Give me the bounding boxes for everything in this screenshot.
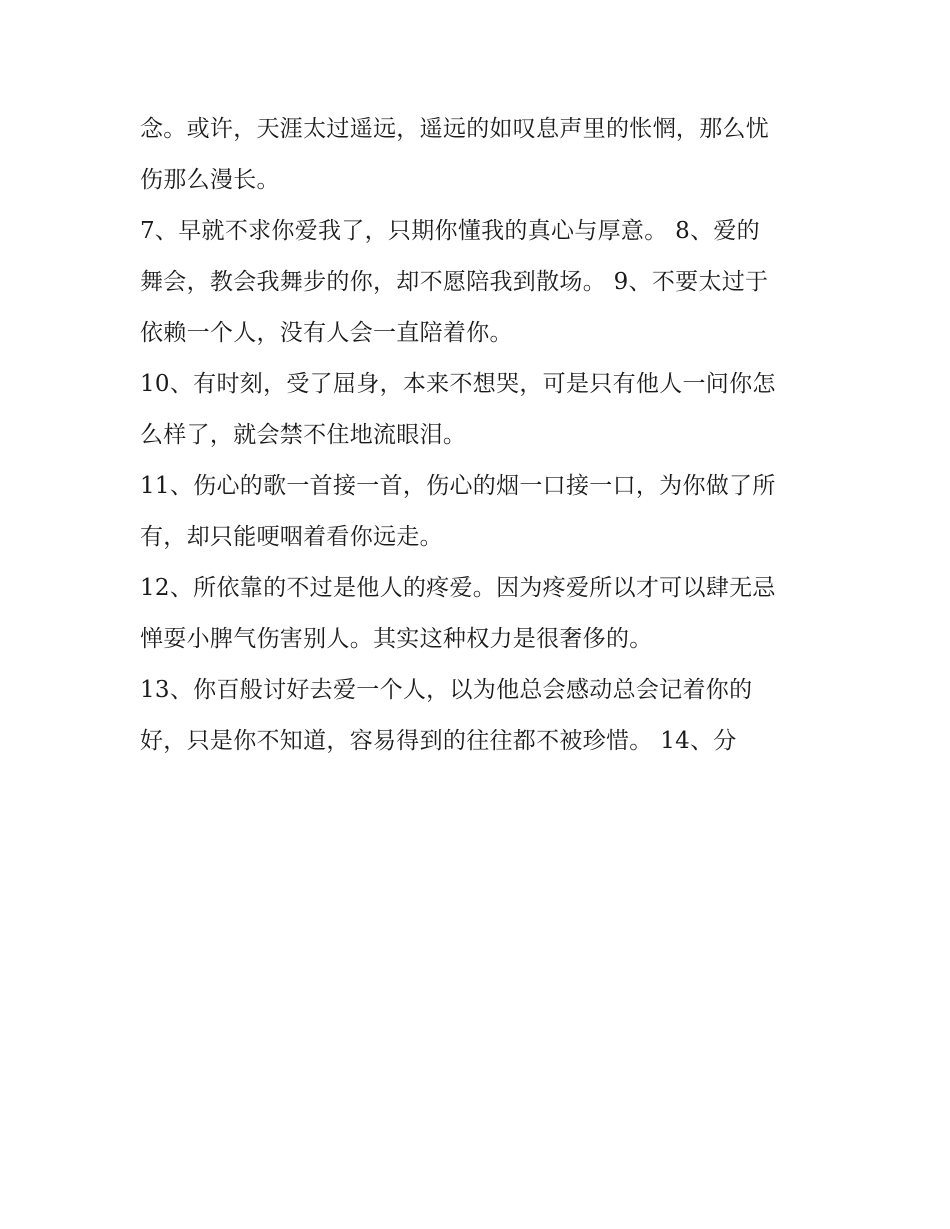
- text-line: 10、有时刻，受了屈身，本来不想哭，可是只有他人一问你怎: [140, 371, 776, 397]
- text-line: 11、伤心的歌一首接一首，伤心的烟一口接一口，为你做了所: [140, 473, 776, 499]
- text-line: 好，只是你不知道，容易得到的往往都不被珍惜。 14、分: [140, 728, 737, 754]
- text-line: 舞会，教会我舞步的你，却不愿陪我到散场。 9、不要太过于: [140, 269, 769, 295]
- text-line: 有，却只能哽咽着看你远走。: [140, 524, 443, 550]
- text-line: 12、所依靠的不过是他人的疼爱。因为疼爱所以才可以肆无忌: [140, 575, 776, 601]
- text-line: 7、早就不求你爱我了，只期你懂我的真心与厚意。 8、爱的: [140, 218, 760, 244]
- document-body: [140, 104, 820, 767]
- text-line: 伤那么漫长。: [140, 167, 280, 193]
- text-line: 么样了，就会禁不住地流眼泪。: [140, 422, 467, 448]
- text-line: 念。或许，天涯太过遥远，遥远的如叹息声里的怅惘，那么忧: [140, 116, 770, 142]
- text-line: 13、你百般讨好去爱一个人，以为他总会感动总会记着你的: [140, 677, 753, 703]
- text-line: 依赖一个人，没有人会一直陪着你。: [140, 320, 513, 346]
- text-line: 惮耍小脾气伤害别人。其实这种权力是很奢侈的。: [140, 626, 653, 652]
